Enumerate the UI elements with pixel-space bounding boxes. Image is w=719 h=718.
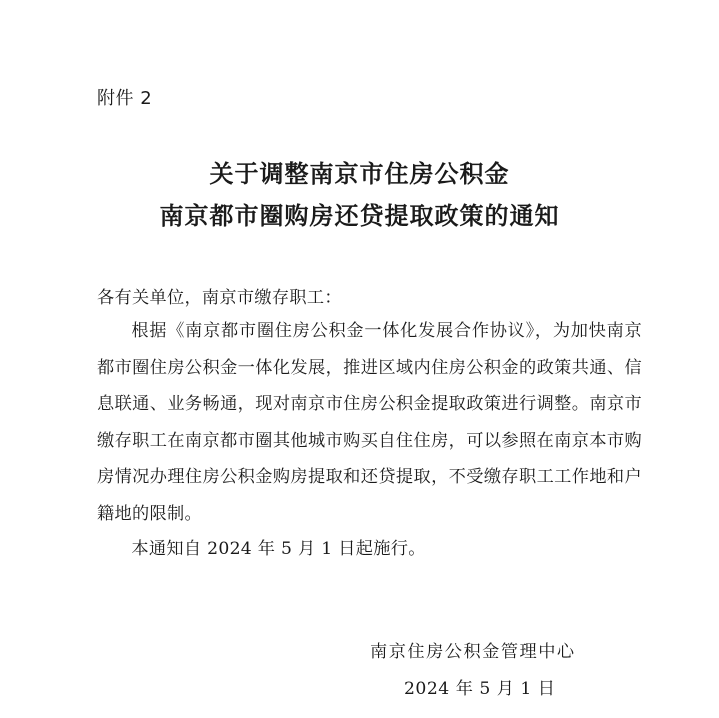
salutation: 各有关单位，南京市缴存职工：	[97, 288, 342, 308]
attachment-label: 附件 2	[97, 88, 153, 109]
signer-organization: 南京住房公积金管理中心	[370, 642, 576, 662]
signature-date: 2024 年 5 月 1 日	[404, 679, 556, 699]
body-paragraph-1: 根据《南京都市圈住房公积金一体化发展合作协议》，为加快南京都市圈住房公积金一体化发展，推进区域内住房公积金的政策共通、信息联通、业务畅通，现对南京市住房公积金提取政策进行调整。南京市缴存职工在南京都市圈其他城市购买自住住房，可以参照在南京本市购房情况办理住房公积金购房提取和还贷提取，不受缴存职工工作地和户籍地的限制。	[97, 321, 642, 524]
document-title-line-2: 南京都市圈购房还贷提取政策的通知	[159, 201, 560, 230]
document-title-line-1: 关于调整南京市住房公积金	[209, 159, 510, 188]
body-paragraph-2: 本通知自 2024 年 5 月 1 日起施行。	[131, 539, 426, 559]
